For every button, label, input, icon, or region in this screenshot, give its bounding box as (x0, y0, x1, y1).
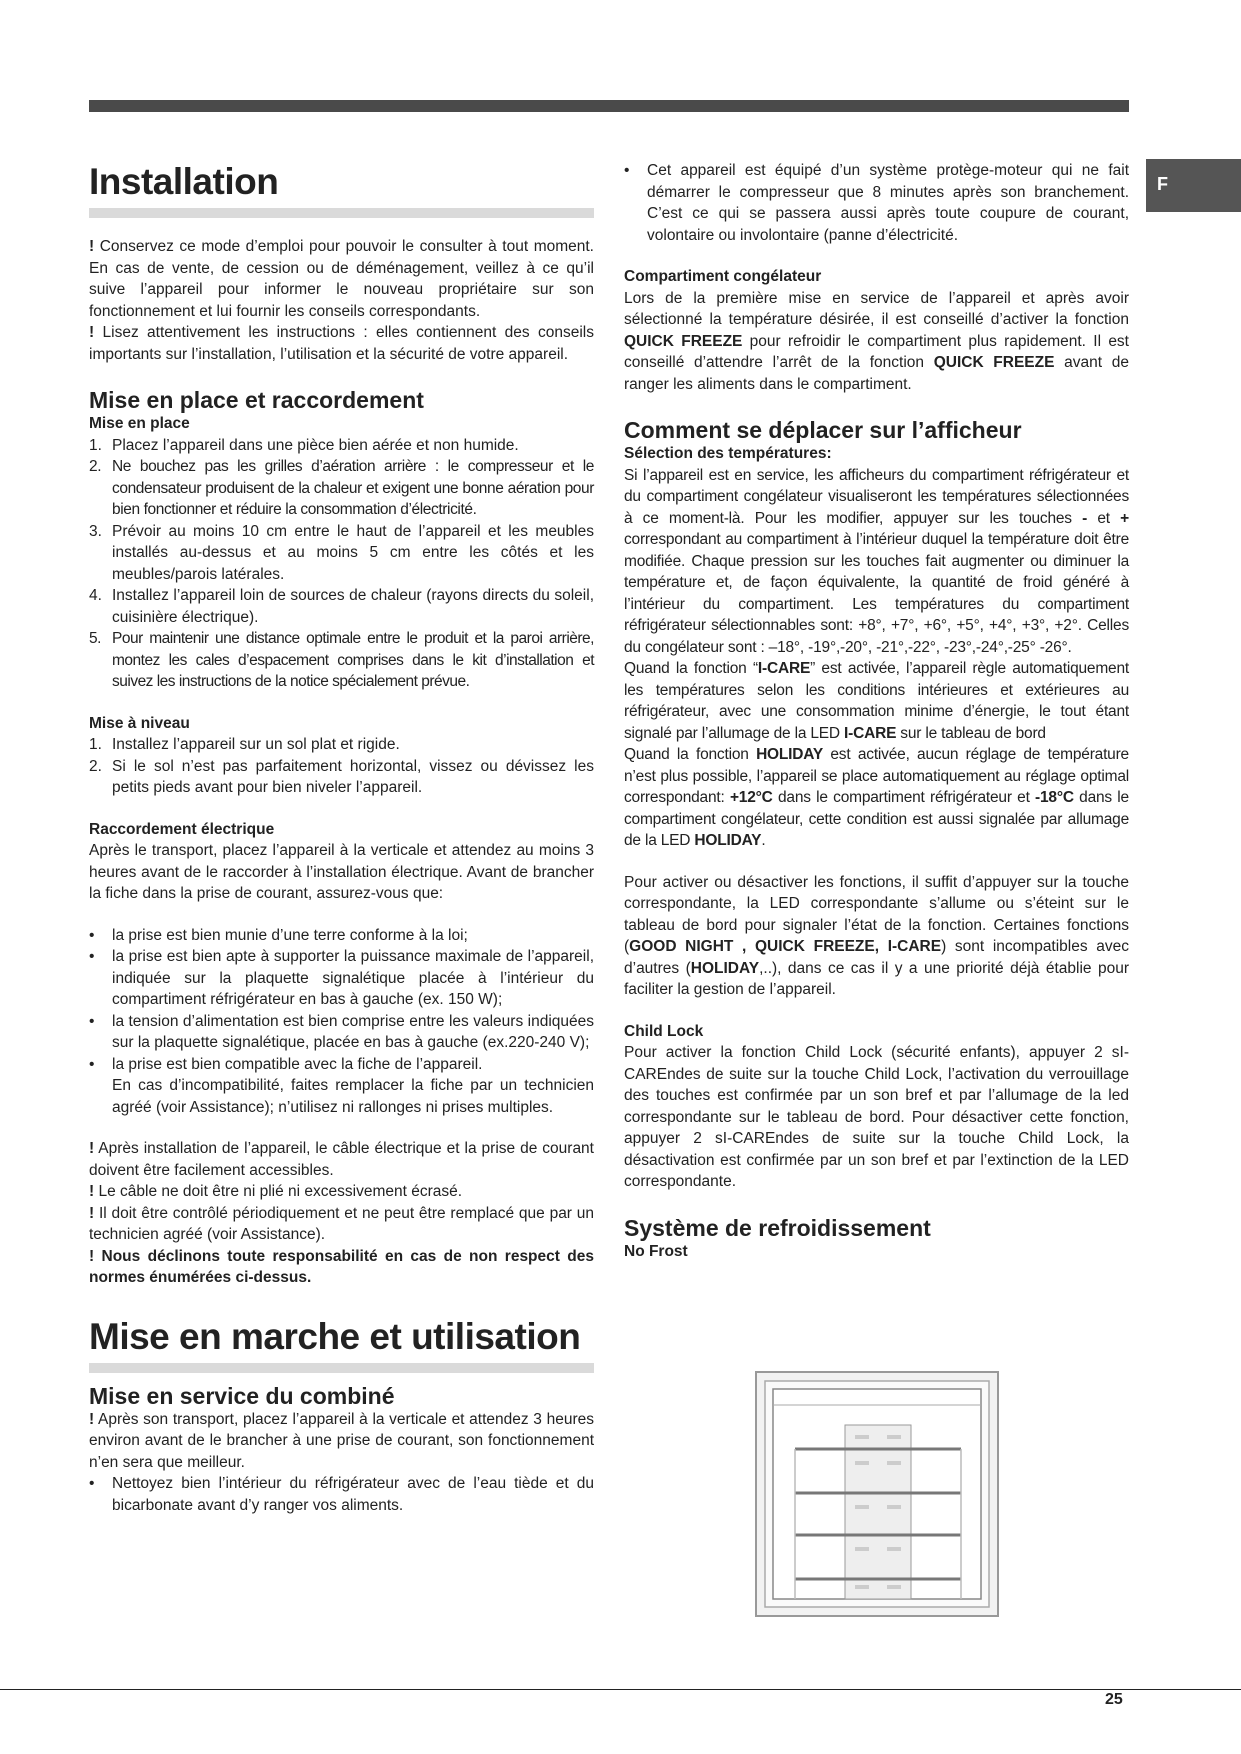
header-rule (89, 100, 1129, 112)
page-number: 25 (1105, 1691, 1123, 1708)
list-mise-a-niveau (89, 734, 594, 799)
list-item: 3. Prévoir au moins 10 cm entre le haut de l’appareil et les meubles installés au-dessus et au moins 5 cm entre les côtés et les meubles/parois latérales. (89, 522, 594, 583)
intro-paragraph-1: ! Conservez ce mode d’emploi pour pouvoir le consulter à tout moment. En cas de vente, de cession ou de déménagement, veillez à ce qu’il suive l’appareil pour informer le nouveau propriétaire sur son fonctionnement et lui fournir les conseils correspondants. (89, 238, 594, 320)
activation-paragraph: Pour activer ou désactiver les fonctions, il suffit d’appuyer sur la touche correspondante, la LED correspondante s’allume ou s’éteint sur le tableau de bord pour signaler l’état de la fonction. Certaines fonctions (GOOD NIGHT , QUICK FREEZE, I-CARE) sont incompatibles avec d’autres (HOLIDAY,..), dans ce cas il y a une priorité déjà établie pour faciliter la gestion de l’appareil. (624, 873, 1130, 998)
list-item: • la tension d’alimentation est bien comprise entre les valeurs indiquées sur la plaquette signalétique, placée en bas à gauche (ex.220-240 V); (89, 1012, 594, 1051)
heading-mise-en-place: Mise en place et raccordement (89, 387, 424, 413)
list-item: 1. Installez l’appareil sur un sol plat et rigide. (89, 736, 400, 753)
language-tab: F (1146, 159, 1241, 212)
list-item: 2. Si le sol n’est pas parfaitement horizontal, vissez ou dévissez les petits pieds avant pour bien niveler l’appareil. (89, 757, 594, 796)
subheading-raccordement: Raccordement électrique (89, 820, 275, 838)
list-item: 1. Placez l’appareil dans une pièce bien aérée et non humide. (89, 436, 519, 454)
section-title-mise-en-marche: Mise en marche et utilisation (89, 1315, 594, 1373)
list-item: 2. Ne bouchez pas les grilles d’aération arrière : le compresseur et le condensateur produisent de la chaleur et exigent une bonne aération pour bien fonctionner et réduire la consommation d’électricité. (89, 458, 594, 518)
subheading-child-lock: Child Lock (624, 1022, 704, 1040)
list-moteur (624, 160, 1129, 246)
warning-3: ! Il doit être contrôlé périodiquement et ne peut être remplacé que par un technicien agréé (voir Assistance). (89, 1204, 594, 1243)
subheading-mise-a-niveau: Mise à niveau (89, 714, 190, 732)
list-item: • Cet appareil est équipé d’un système protège-moteur qui ne fait démarrer le compresseur que 8 minutes après son branchement. C’est ce qui se passera aussi après toute coupure de courant, volontaire ou involontaire (panne d’électricité. (624, 162, 1129, 244)
subheading-congelateur: Compartiment congélateur (624, 268, 822, 285)
heading-refroidissement: Système de refroidissement (624, 1214, 931, 1241)
list-mise-en-place (89, 435, 594, 693)
subheading-no-frost: No Frost (624, 1242, 688, 1260)
child-lock-paragraph: Pour activer la fonction Child Lock (sécurité enfants), appuyer 2 sI-CAREndes de suite sur la touche Child Lock, l’activation du verrouillage des touches est confirmée par un son bref et par l’allumage de la led correspondante sur le tableau de bord. Pour désactiver cette fonction, appuyer 2 sI-CAREndes de suite sur la touche Child Lock, la désactivation est confirmée par un son bref et par l’extinction de la LED correspondante. (624, 1044, 1129, 1190)
list-service (89, 1473, 594, 1516)
congelateur-paragraph: Lors de la première mise en service de l’appareil et après avoir sélectionné la température désirée, il est conseillé d’activer la fonction QUICK FREEZE pour refroidir le compartiment plus rapidement. Il est conseillé d’attendre l’arrêt de la fonction QUICK FREEZE avant de ranger les aliments dans le compartiment. (624, 289, 1129, 393)
raccordement-paragraph: Après le transport, placez l’appareil à la verticale et attendez au moins 3 heures avant de le raccorder à l’installation électrique. Avant de brancher la fiche dans la prise de courant, assurez-vous que: (89, 842, 594, 902)
warning-2: ! Le câble ne doit être ni plié ni excessivement écrasé. (89, 1183, 463, 1200)
selection-paragraph: Si l’appareil est en service, les afficheurs du compartiment réfrigérateur et du compartiment congélateur visualiseront les températures sélectionnées à ce moment-là. Pour les modifier, appuyer sur les touches - et + correspondant au compartiment à l’intérieur duquel la température doit être modifiée. Chaque pression sur les touches fait augmenter ou diminuer la température et, de façon équivalente, la quantité de froid généré à l’intérieur du compartiment. Les températures du compartiment réfrigérateur sélectionnables sont: +8°, +7°, +6°, +5°, +4°, +3°, +2°. Celles du congélateur sont : –18°, -19°,-20°, -21°,-22°, -23°,-24°,-25° -26°. (624, 466, 1129, 656)
right-column (624, 160, 1129, 1262)
heading-afficheur: Comment se déplacer sur l’afficheur (624, 417, 1022, 443)
subheading-mise-en-place: Mise en place (89, 415, 190, 432)
assistance-link[interactable]: voir Assistance (161, 1098, 265, 1116)
subheading-selection: Sélection des températures: (624, 445, 832, 462)
list-item: 5. Pour maintenir une distance optimale entre le produit et la paroi arrière, montez les cales d’espacement comprises dans le kit d’installation et suivez les instructions de la notice spécialement prévue. (89, 630, 594, 690)
footer-rule (0, 1689, 1241, 1690)
left-column (89, 150, 594, 1516)
list-item: • la prise est bien apte à supporter la puissance maximale de l’appareil, indiquée sur la plaquette signalétique placée à l’intérieur du compartiment réfrigérateur en bas à gauche (ex. 150 W); (89, 948, 594, 1008)
heading-mise-en-service: Mise en service du combiné (89, 1382, 395, 1409)
holiday-paragraph: Quand la fonction HOLIDAY est activée, aucun réglage de température n’est plus possible, l’appareil se place automatiquement au réglage optimal correspondant: +12°C dans le compartiment réfrigérateur et -18°C dans le compartiment congélateur, cette condition est aussi signalée par allumage de la LED HOLIDAY. (624, 746, 1129, 849)
warning-1: ! Après installation de l’appareil, le câble électrique et la prise de courant doivent être facilement accessibles. (89, 1140, 594, 1179)
service-paragraph: ! Après son transport, placez l’appareil à la verticale et attendez 3 heures environ avant de le brancher à une prise de courant, son fonctionnement n’en sera que meilleur. (89, 1410, 594, 1471)
warning-4: ! Nous déclinons toute responsabilité en cas de non respect des normes énumérées ci-dessus. (89, 1247, 594, 1286)
list-item: • la prise est bien compatible avec la fiche de l’appareil. En cas d’incompatibilité, faites remplacer la fiche par un technicien agréé (voir Assistance); n’utilisez ni rallonges ni prises multiples. (89, 1055, 594, 1116)
list-item: 4. Installez l’appareil loin de sources de chaleur (rayons directs du soleil, cuisinière électrique). (89, 587, 594, 626)
intro-paragraph-2: ! Lisez attentivement les instructions : elles contiennent des conseils importants sur l’installation, l’utilisation et la sécurité de votre appareil. (89, 324, 594, 363)
list-raccordement (89, 925, 594, 1119)
list-item: • la prise est bien munie d’une terre conforme à la loi; (89, 926, 468, 944)
no-frost-fridge-illustration (755, 1371, 999, 1617)
section-title-installation: Installation (89, 160, 594, 218)
icare-paragraph: Quand la fonction “I-CARE” est activée, l’appareil règle automatiquement les températures selon les conditions intérieures et extérieures au réfrigérateur, avec une consommation minime d’énergie, le tout étant signalé par l’allumage de la LED I-CARE sur le tableau de bord (624, 660, 1130, 742)
list-item: • Nettoyez bien l’intérieur du réfrigérateur avec de l’eau tiède et du bicarbonate avant d’y ranger vos aliments. (89, 1475, 594, 1514)
